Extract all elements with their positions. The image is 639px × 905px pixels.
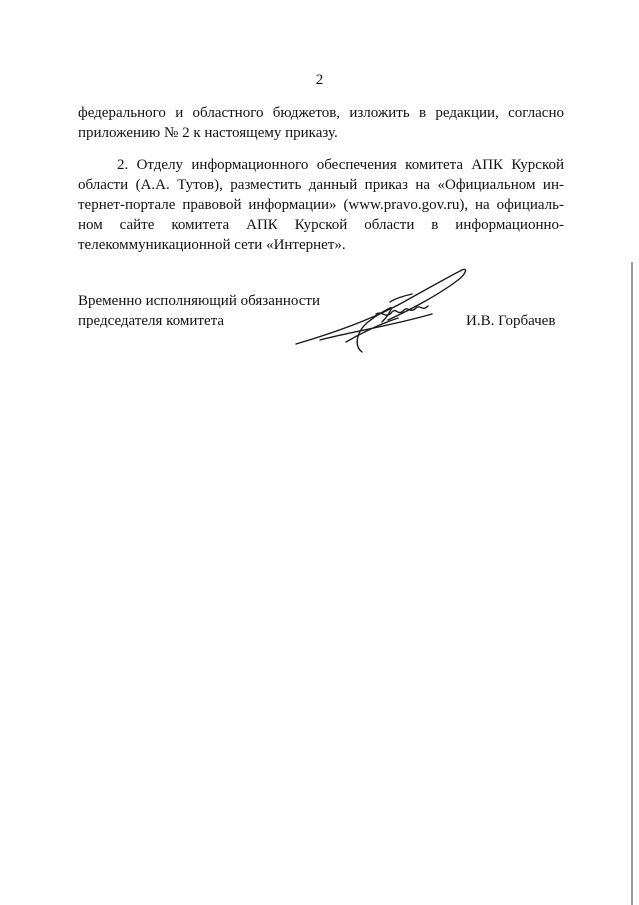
- paragraph1-line2: приложению № 2 к настоящему приказу.: [78, 125, 338, 141]
- paragraph1-line1: федерального и областного бюджетов, изложить в редакции, согласно: [78, 105, 564, 121]
- handwritten-signature: [290, 262, 470, 360]
- paragraph2-line4: ном сайте комитета АПК Курской области в информационно-: [78, 217, 564, 233]
- signatory-name: И.В. Горбачев: [466, 313, 556, 329]
- scan-edge-line: [631, 262, 633, 905]
- page-number: 2: [315, 72, 324, 88]
- paragraph2-line2: области (А.А. Тутов), разместить данный приказ на «Официальном ин-: [78, 177, 564, 193]
- signatory-title-line1: Временно исполняющий обязанности: [78, 293, 321, 309]
- signatory-title-line2: председателя комитета: [78, 313, 225, 329]
- paragraph2-line1: 2. Отделу информационного обеспечения комитета АПК Курской: [117, 157, 564, 173]
- paragraph2-line5: телекоммуникационной сети «Интернет».: [78, 237, 346, 253]
- paragraph2-line3: тернет-портале правовой информации» (www.pravo.gov.ru), на официаль-: [78, 197, 564, 213]
